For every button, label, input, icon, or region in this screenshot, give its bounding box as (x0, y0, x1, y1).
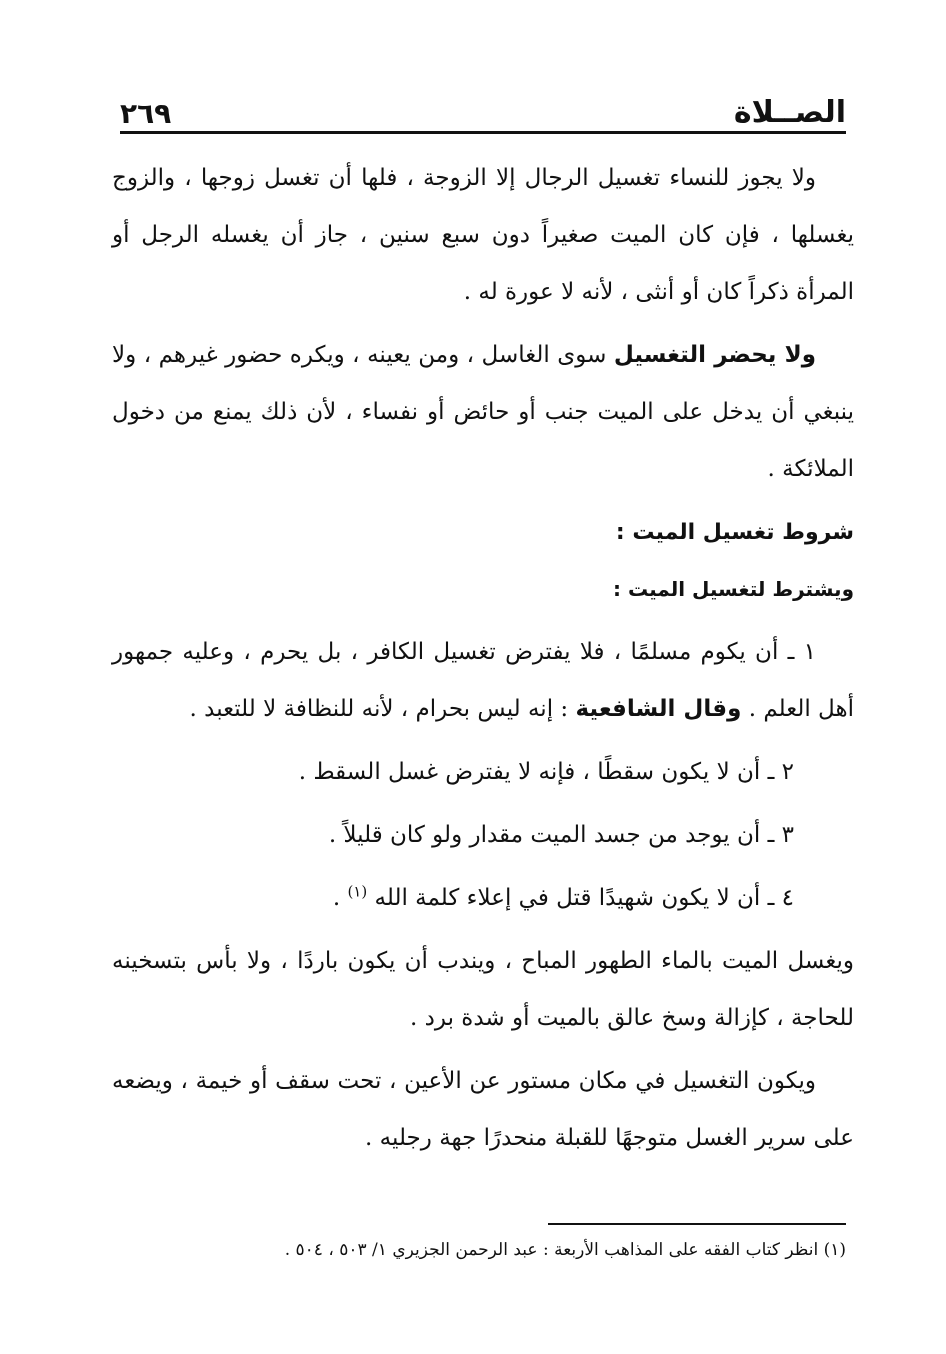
page-number: ٢٦٩ (120, 97, 172, 130)
body-text (112, 150, 854, 1167)
list-item-4-text: ٤ ـ أن لا يكون شهيدًا قتل في إعلاء كلمة الله (367, 885, 794, 911)
footnote-reference[interactable]: (١) (347, 882, 368, 901)
header-rule (120, 131, 846, 134)
list-item-1-end: : إنه ليس بحرام ، لأنه للنظافة لا للتعبد . (189, 696, 576, 722)
list-item-1-start: ١ ـ أن يكوم مسلمًا ، فلا يفترض تغسيل الكافر ، بل يحرم ، وعليه جمهور أهل العلم . (112, 639, 854, 722)
list-item-4 (112, 870, 854, 927)
list-item-2: ٢ ـ أن لا يكون سقطًا ، فإنه لا يفترض غسل السقط . (298, 759, 794, 785)
paragraph-place: ويكون التغسيل في مكان مستور عن الأعين ، تحت سقف أو خيمة ، ويضعه على سرير الغسل متوجهًا للقبلة منحدرًا جهة رجليه . (112, 1068, 854, 1151)
list-item-4-end: . (332, 885, 348, 911)
paragraph-attendance-lead: ولا يحضر التغسيل (613, 342, 816, 368)
section-heading-conditions: شروط تغسيل الميت : (615, 520, 854, 545)
footnote-rule (548, 1223, 846, 1225)
subheading-required: ويشترط لتغسيل الميت : (613, 577, 854, 601)
footnote: (١) انظر كتاب الفقه على المذاهب الأربعة : عبد الرحمن الجزيري ١/ ٥٠٣ ، ٥٠٤ . (284, 1240, 846, 1260)
paragraph-washing-women: ولا يجوز للنساء تغسيل الرجال إلا الزوجة ، فلها أن تغسل زوجها ، والزوج يغسلها ، فإن كان الميت صغيراً دون سبع سنين ، جاز أن يغسله الرجل أو المرأة ذكراً كان أو أنثى ، لأنه لا عورة له . (112, 165, 854, 305)
running-header (120, 78, 846, 128)
list-item-3: ٣ ـ أن يوجد من جسد الميت مقدار ولو كان قليلاً . (328, 822, 794, 848)
paragraph-attendance (112, 327, 854, 498)
paragraph-water: ويغسل الميت بالماء الطهور المباح ، ويندب أن يكون باردًا ، ولا بأس بتسخينه للحاجة ، كإزالة وسخ عالق بالميت أو شدة برد . (112, 948, 854, 1031)
list-item-1-bold: وقال الشافعية (575, 696, 742, 722)
list-item-1 (112, 624, 854, 738)
paragraph-attendance-text: سوى الغاسل ، ومن يعينه ، ويكره حضور غيرهم ، ولا ينبغي أن يدخل على الميت جنب أو حائض أو نفساء ، لأن ذلك يمنع من دخول الملائكة . (112, 342, 854, 482)
chapter-title: الصــلاة (733, 95, 846, 130)
